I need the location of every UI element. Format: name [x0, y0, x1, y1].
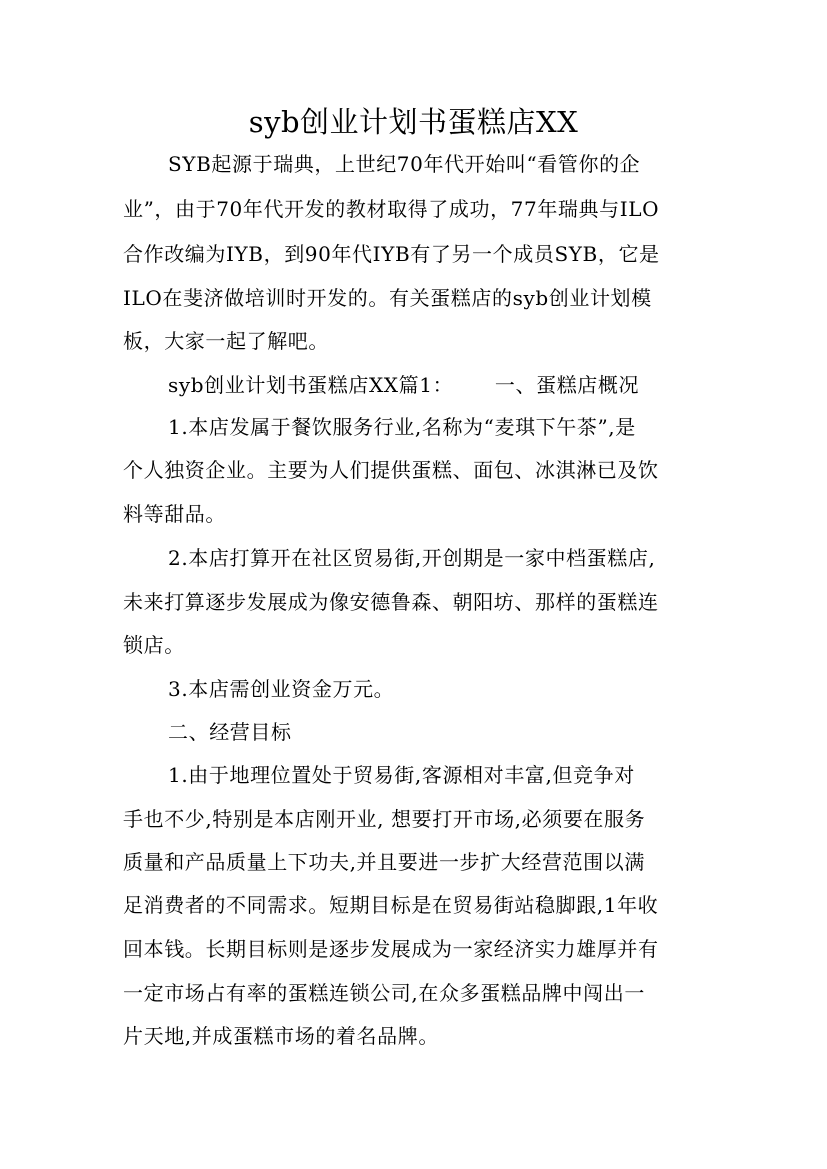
text-line: 二、经营目标 — [168, 720, 292, 744]
text-line: 一定市场占有率的蛋糕连锁公司,在众多蛋糕品牌中闯出一 — [123, 981, 645, 1005]
text-line: syb创业计划书蛋糕店XX篇1： 一、蛋糕店概况 — [168, 373, 640, 397]
text-line: 片天地,并成蛋糕市场的着名品牌。 — [123, 1024, 439, 1048]
text-line: 2.本店打算开在社区贸易街,开创期是一家中档蛋糕店, — [168, 546, 656, 570]
text-line: 质量和产品质量上下功夫,并且要进一步扩大经营范围以满 — [123, 850, 645, 874]
text-line: 3.本店需创业资金万元。 — [168, 677, 395, 701]
text-line: 板，大家一起了解吧。 — [123, 329, 329, 353]
text-line: 合作改编为IYB，到90年代IYB有了另一个成员SYB，它是 — [123, 242, 660, 266]
text-line: ILO在斐济做培训时开发的。有关蛋糕店的syb创业计划模 — [123, 286, 652, 310]
text-line: 锁店。 — [123, 633, 185, 657]
text-line: 足消费者的不同需求。短期目标是在贸易街站稳脚跟,1年收 — [123, 893, 659, 917]
text-line: SYB起源于瑞典，上世纪70年代开始叫“看管你的企 — [168, 152, 641, 176]
document-title: syb创业计划书蛋糕店XX — [248, 105, 579, 139]
text-line: 1.本店发属于餐饮服务行业,名称为“麦琪下午茶”,是 — [168, 415, 636, 439]
text-line: 料等甜品。 — [123, 502, 226, 526]
text-line: 业”，由于70年代开发的教材取得了成功，77年瑞典与ILO — [123, 197, 660, 221]
text-line: 回本钱。长期目标则是逐步发展成为一家经济实力雄厚并有 — [123, 937, 659, 961]
text-line: 未来打算逐步发展成为像安德鲁森、朝阳坊、那样的蛋糕连 — [123, 590, 659, 614]
text-line: 手也不少,特别是本店刚开业, 想要打开市场,必须要在服务 — [123, 807, 646, 831]
text-line: 个人独资企业。主要为人们提供蛋糕、面包、冰淇淋已及饮 — [123, 458, 659, 482]
text-line: 1.由于地理位置处于贸易街,客源相对丰富,但竞争对 — [168, 763, 635, 787]
